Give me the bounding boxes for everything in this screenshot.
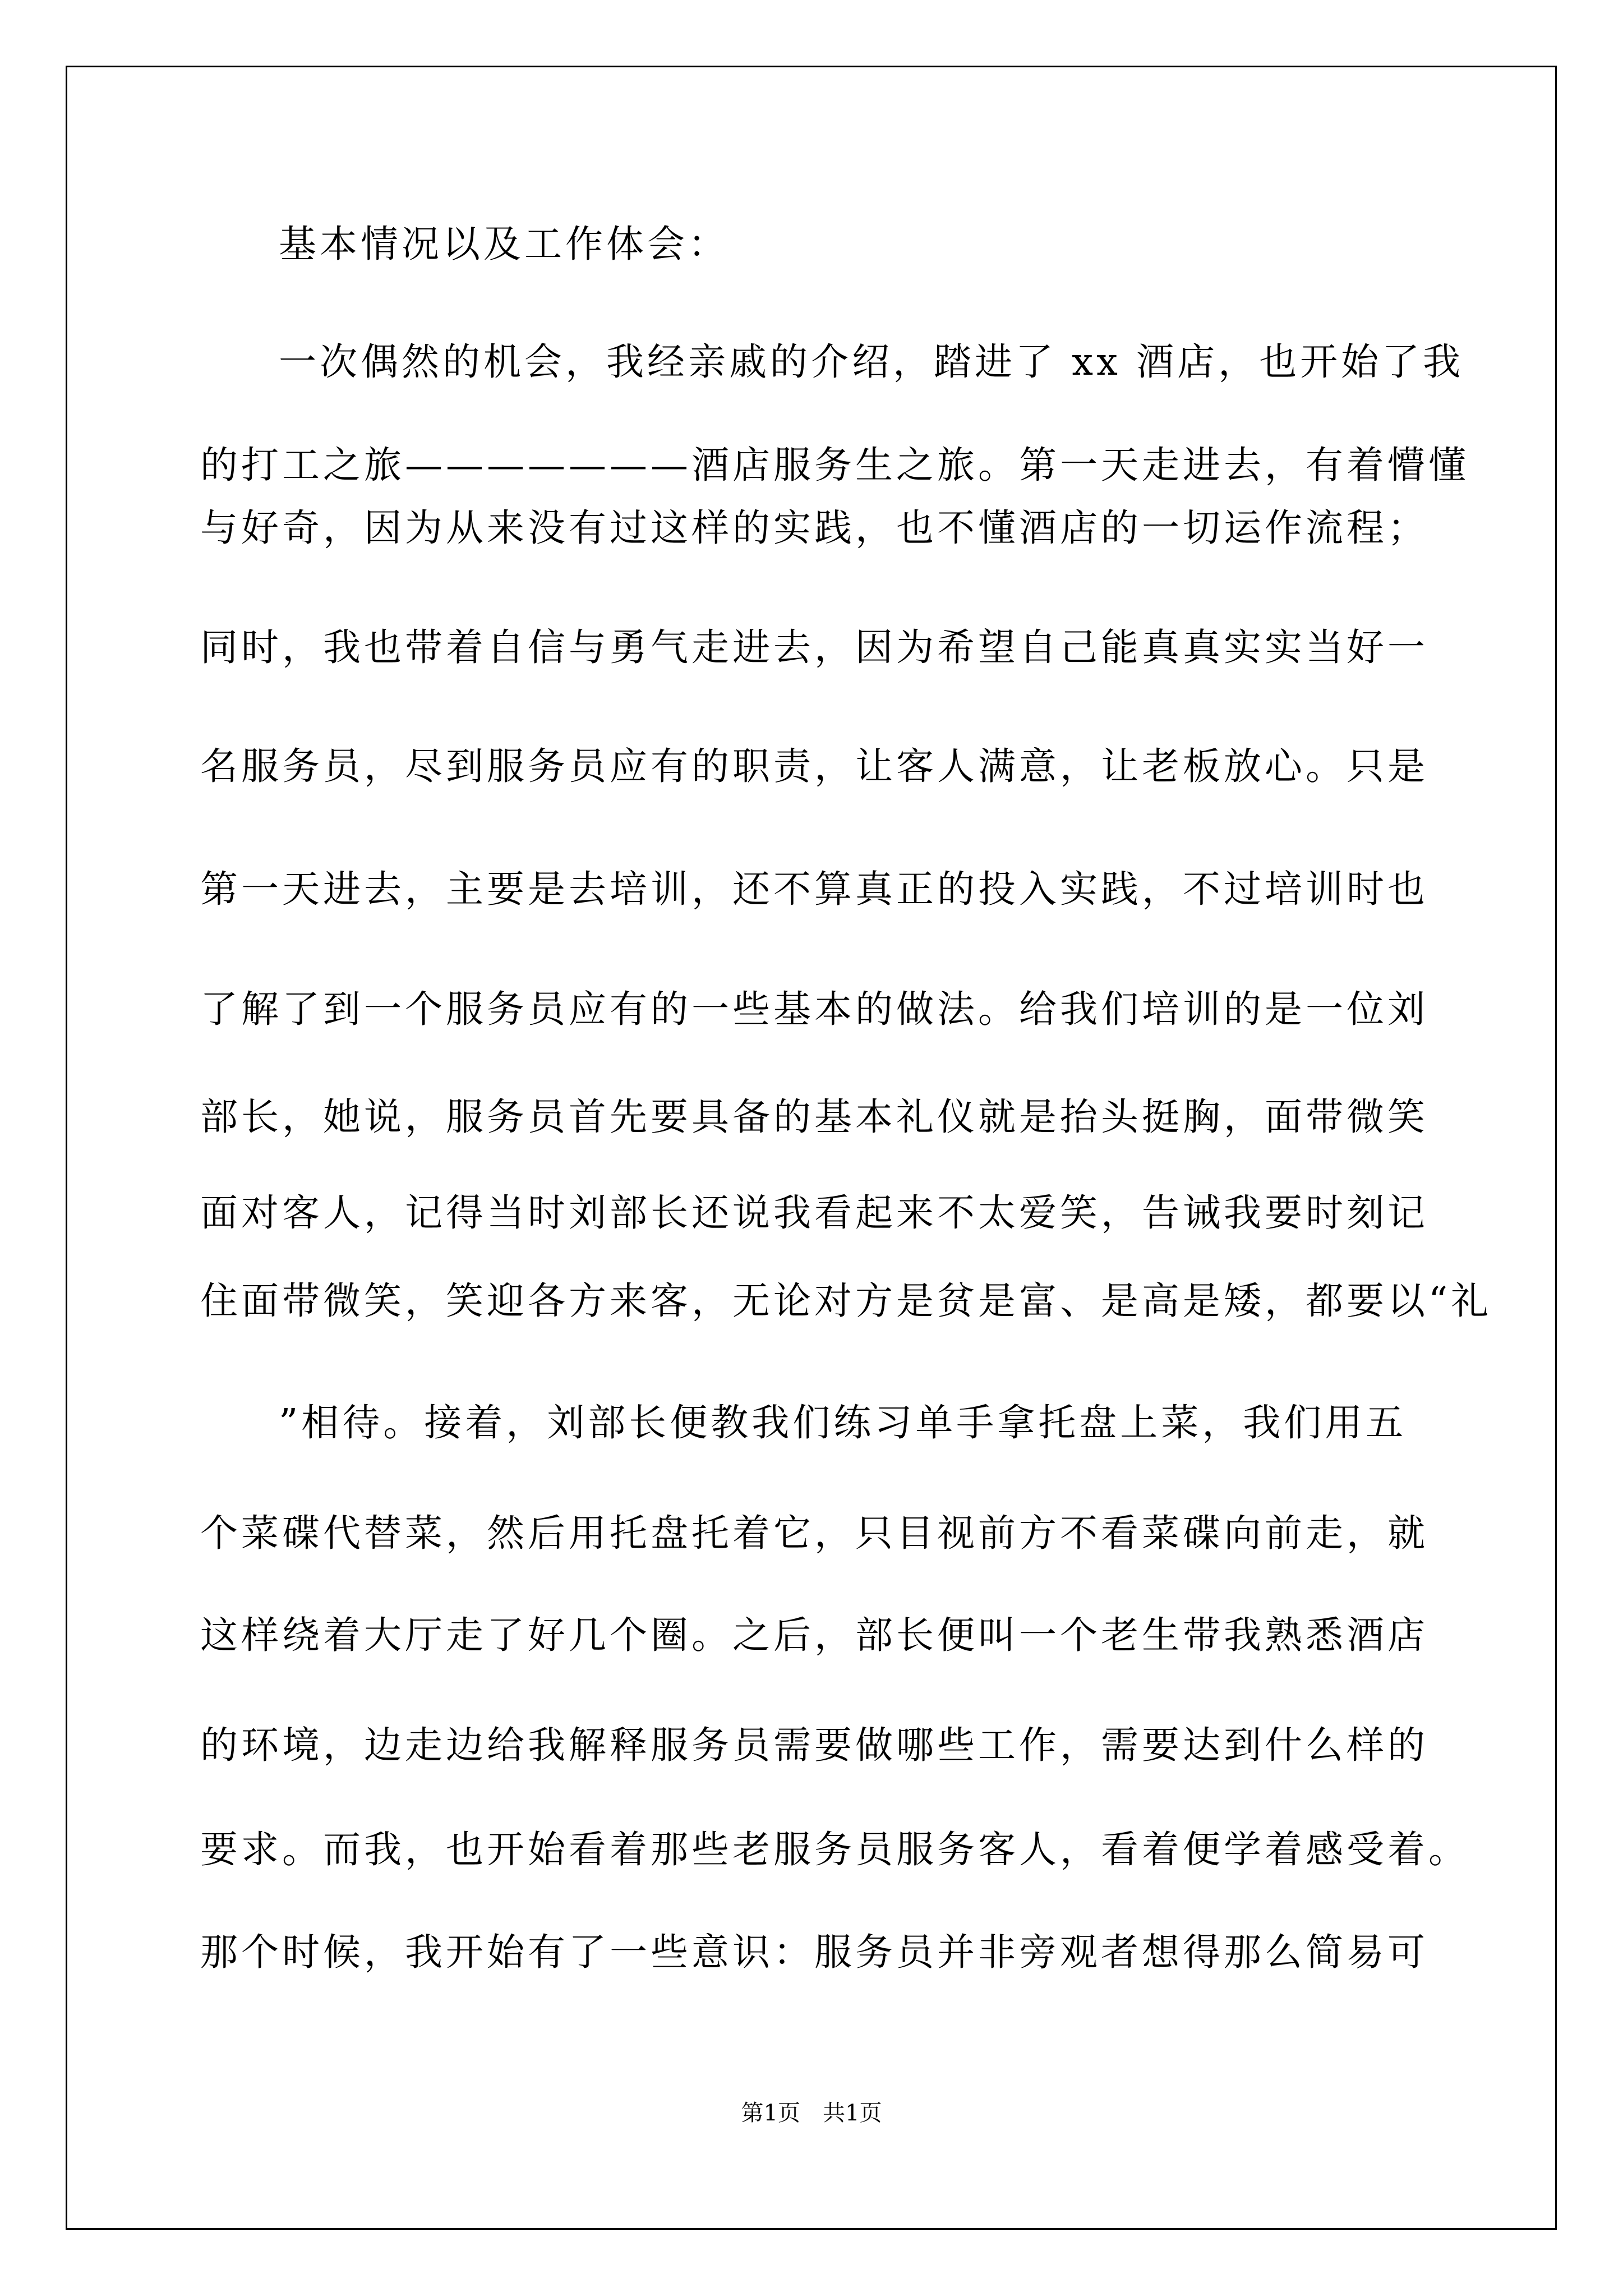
paragraph-line: 同时，我也带着自信与勇气走进去，因为希望自己能真真实实当好一: [200, 625, 1428, 669]
page-border: [66, 66, 1557, 2230]
paragraph-line: 的打工之旅———————酒店服务生之旅。第一天走进去，有着懵懂: [200, 443, 1469, 487]
paragraph-line: 与好奇，因为从来没有过这样的实践，也不懂酒店的一切运作流程；: [200, 506, 1428, 550]
section-heading: 基本情况以及工作体会：: [279, 222, 729, 266]
paragraph-line: 住面带微笑，笑迎各方来客，无论对方是贫是富、是高是矮，都要以“礼: [200, 1279, 1492, 1323]
paragraph-line: ”相待。接着，刘部长便教我们练习单手拿托盘上菜，我们用五: [279, 1401, 1407, 1444]
page-number-footer: 第1页 共1页: [741, 2100, 882, 2126]
paragraph-line: 个菜碟代替菜，然后用托盘托着它，只目视前方不看菜碟向前走，就: [200, 1511, 1428, 1555]
paragraph-line: 第一天进去，主要是去培训，还不算真正的投入实践，不过培训时也: [200, 867, 1428, 911]
paragraph-line: 这样绕着大厅走了好几个圈。之后，部长便叫一个老生带我熟悉酒店: [200, 1613, 1428, 1657]
paragraph-line: 那个时候，我开始有了一些意识：服务员并非旁观者想得那么简易可: [200, 1930, 1428, 1974]
paragraph-line: 名服务员，尽到服务员应有的职责，让客人满意，让老板放心。只是: [200, 744, 1428, 788]
paragraph-line: 一次偶然的机会，我经亲戚的介绍，踏进了 xx 酒店，也开始了我: [279, 340, 1464, 384]
paragraph-line: 面对客人，记得当时刘部长还说我看起来不太爱笑，告诫我要时刻记: [200, 1191, 1428, 1235]
paragraph-line: 的环境，边走边给我解释服务员需要做哪些工作，需要达到什么样的: [200, 1723, 1428, 1767]
paragraph-line: 要求。而我，也开始看着那些老服务员服务客人，看着便学着感受着。: [200, 1828, 1469, 1871]
paragraph-line: 部长，她说，服务员首先要具备的基本礼仪就是抬头挺胸，面带微笑: [200, 1095, 1428, 1139]
paragraph-line: 了解了到一个服务员应有的一些基本的做法。给我们培训的是一位刘: [200, 987, 1428, 1031]
